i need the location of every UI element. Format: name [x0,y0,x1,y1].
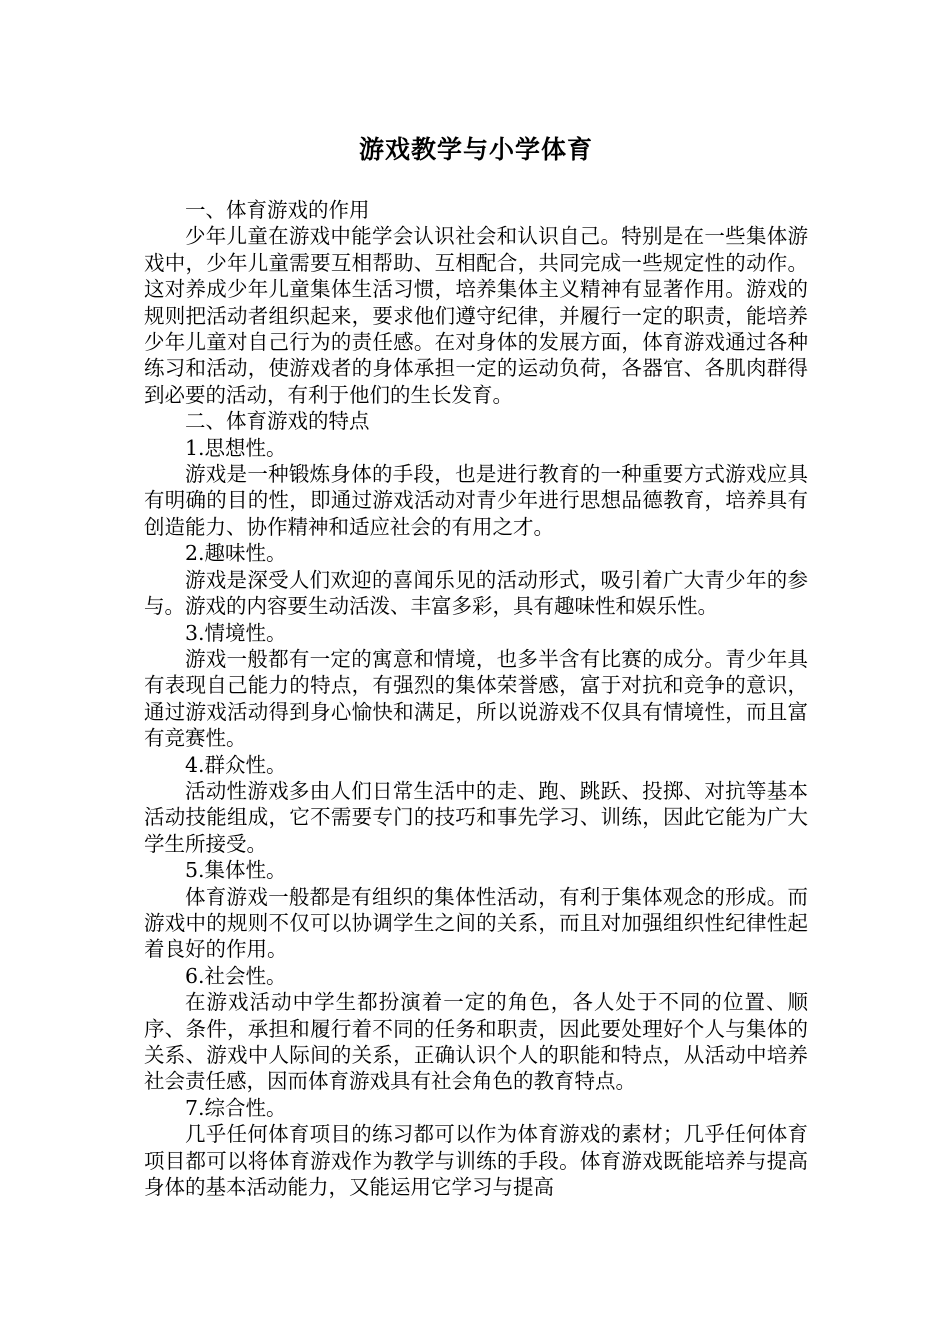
body-paragraph: 少年儿童在游戏中能学会认识社会和认识自己。特别是在一些集体游戏中，少年儿童需要互相帮助、互相配合，共同完成一些规定性的动作。这对养成少年儿童集体生活习惯，培养集体主义精神有显著作用。游戏的规则把活动者组织起来，要求他们遵守纪律，并履行一定的职责，能培养少年儿童对自己行为的责任感。在对身体的发展方面，体育游戏通过各种练习和活动，使游戏者的身体承担一定的运动负荷，各器官、各肌肉群得到必要的活动，有利于他们的生长发育。 [144,224,808,407]
body-paragraph: 游戏是一种锻炼身体的手段，也是进行教育的一种重要方式游戏应具有明确的目的性，即通过游戏活动对青少年进行思想品德教育，培养具有创造能力、协作精神和适应社会的有用之才。 [144,462,808,539]
document-title: 游戏教学与小学体育 [358,135,593,164]
subheading-6: 6.社会性。 [185,963,287,988]
subheading-3: 3.情境性。 [185,620,287,645]
section-heading-2: 二、体育游戏的特点 [185,409,370,434]
body-paragraph: 游戏一般都有一定的寓意和情境，也多半含有比赛的成分。青少年具有表现自己能力的特点，有强烈的集体荣誉感，富于对抗和竞争的意识，通过游戏活动得到身心愉快和满足，所以说游戏不仅具有情境性，而且富有竞赛性。 [144,646,808,751]
subheading-1: 1.思想性。 [185,435,287,460]
body-paragraph: 游戏是深受人们欢迎的喜闻乐见的活动形式，吸引着广大青少年的参与。游戏的内容要生动活泼、丰富多彩，具有趣味性和娱乐性。 [144,567,808,619]
subheading-4: 4.群众性。 [185,752,287,777]
subheading-5: 5.集体性。 [185,858,287,883]
section-heading-1: 一、体育游戏的作用 [185,198,370,222]
body-paragraph: 在游戏活动中学生都扮演着一定的角色，各人处于不同的位置、顺序、条件，承担和履行着不同的任务和职责，因此要处理好个人与集体的关系、游戏中人际间的关系，正确认识个人的职能和特点，从活动中培养社会责任感，因而体育游戏具有社会角色的教育特点。 [144,990,808,1094]
subheading-2: 2.趣味性。 [185,541,287,566]
document-page [144,128,808,1200]
body-paragraph: 活动性游戏多由人们日常生活中的走、跑、跳跃、投掷、对抗等基本活动技能组成，它不需要专门的技巧和事先学习、训练，因此它能为广大学生所接受。 [144,778,808,856]
body-paragraph: 几乎任何体育项目的练习都可以作为体育游戏的素材；几乎任何体育项目都可以将体育游戏作为教学与训练的手段。体育游戏既能培养与提高身体的基本活动能力，又能运用它学习与提高 [144,1122,808,1200]
subheading-7: 7.综合性。 [185,1095,287,1120]
body-paragraph: 体育游戏一般都是有组织的集体性活动，有利于集体观念的形成。而游戏中的规则不仅可以协调学生之间的关系，而且对加强组织性纪律性起着良好的作用。 [144,884,808,962]
